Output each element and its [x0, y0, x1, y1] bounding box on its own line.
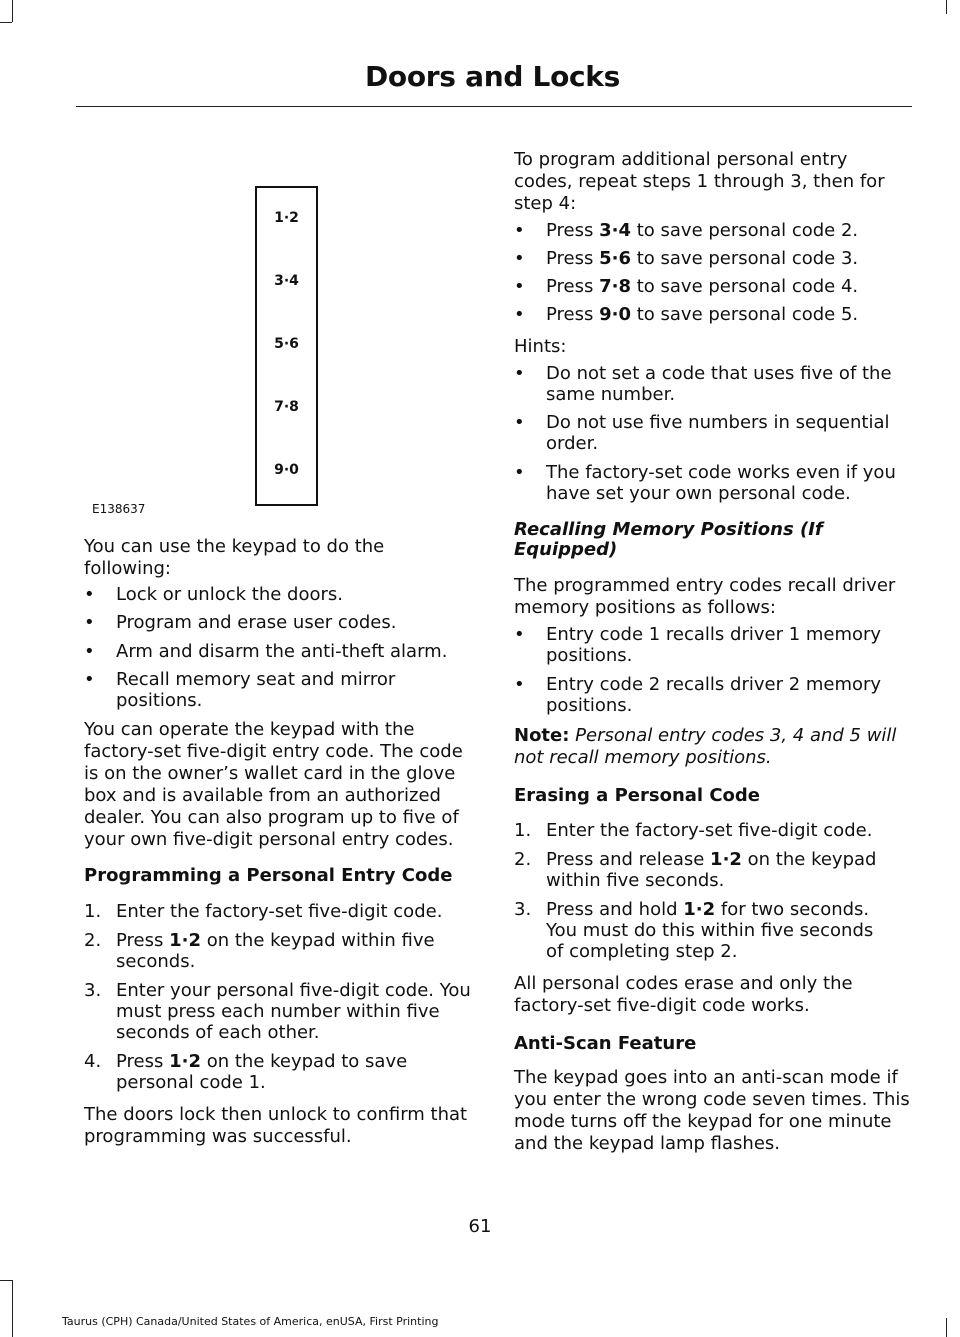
section-heading: Erasing a Personal Code	[514, 785, 761, 806]
page-number: 61	[468, 1216, 492, 1237]
section-heading: Recalling Memory Positions (If Equipped)	[514, 519, 823, 560]
crop-mark	[0, 22, 12, 23]
keypad-key: 1·2	[274, 210, 299, 226]
body-paragraph: The doors lock then unlock to confirm that programming was successful.	[84, 1104, 468, 1147]
crop-mark	[12, 0, 13, 22]
page-title: Doors and Locks	[364, 60, 620, 93]
body-paragraph: The keypad goes into an anti-scan mode if you enter the wrong code seven times. This mode turns off the keypad for one minute and the keypad lamp flashes.	[514, 1067, 910, 1154]
note-label: Note:	[514, 725, 570, 746]
crop-mark	[0, 1280, 12, 1281]
section-heading: Programming a Personal Entry Code	[84, 865, 453, 886]
body-paragraph: To program additional personal entry codes, repeat steps 1 through 3, then for step 4:	[514, 149, 885, 214]
hints-label: Hints:	[514, 336, 567, 357]
keypad-key: 3·4	[274, 273, 299, 289]
crop-mark	[12, 1280, 13, 1337]
header-divider	[76, 106, 912, 107]
crop-mark	[946, 0, 947, 14]
keypad-key: 9·0	[274, 462, 299, 478]
section-heading: Anti-Scan Feature	[514, 1033, 697, 1054]
note	[514, 725, 910, 769]
footer-text: Taurus (CPH) Canada/United States of America, enUSA, First Printing	[62, 1315, 439, 1328]
intro-text: You can use the keypad to do the following:	[84, 536, 385, 579]
keypad-key: 5·6	[274, 336, 299, 352]
body-paragraph: The programmed entry codes recall driver memory positions as follows:	[514, 575, 896, 618]
figure-id: E138637	[92, 502, 146, 516]
crop-mark	[946, 1318, 947, 1337]
keypad-illustration	[255, 186, 318, 506]
keypad-key: 7·8	[274, 399, 299, 415]
body-paragraph: You can operate the keypad with the factory-set five-digit entry code. The code is on the owner’s wallet card in the glove box and is available from an authorized dealer. You can also program up to five of your own five-digit personal entry codes.	[84, 719, 463, 850]
body-paragraph: All personal codes erase and only the factory-set five-digit code works.	[514, 973, 853, 1016]
note-text: Personal entry codes 3, 4 and 5 will not recall memory positions.	[514, 725, 897, 768]
